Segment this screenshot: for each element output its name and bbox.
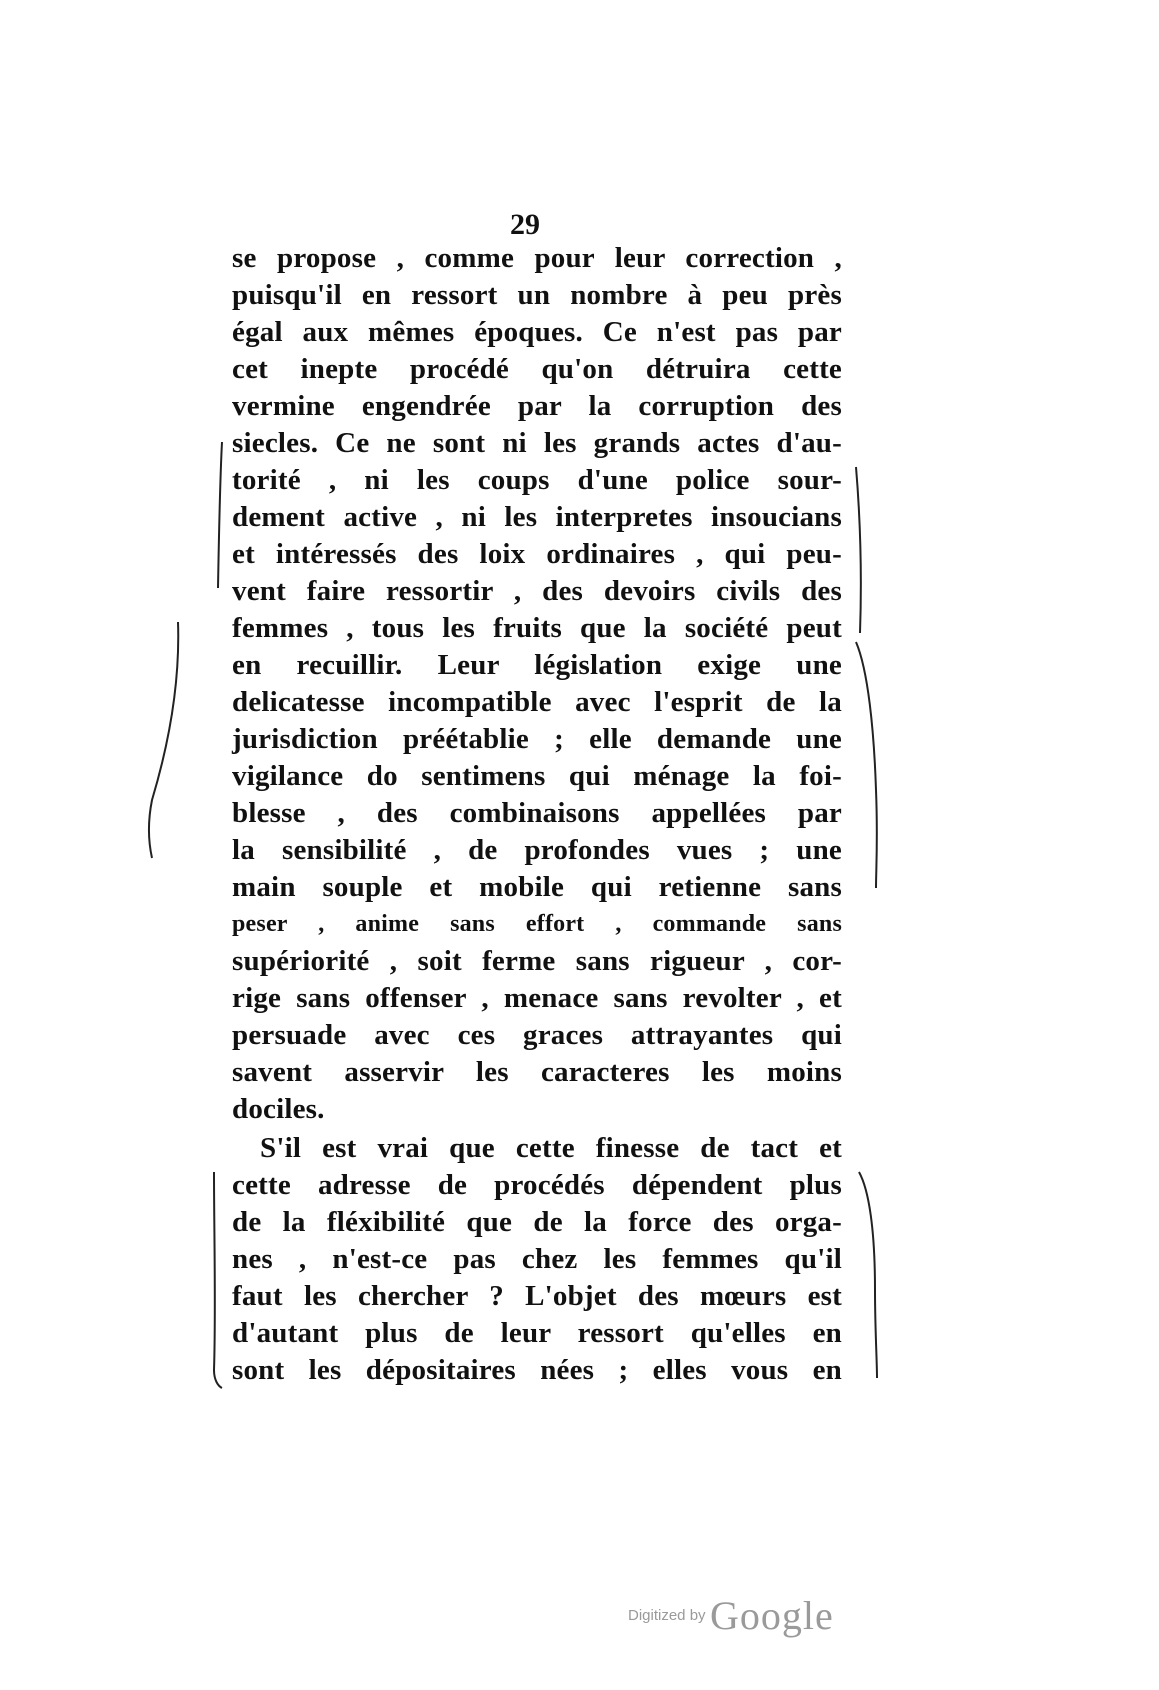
text-line: et intéressés des loix ordinaires , qui peu- [232, 538, 842, 570]
text-line: dociles. [232, 1093, 325, 1125]
text-line: femmes , tous les fruits que la société peut [232, 612, 842, 644]
text-line: torité , ni les coups d'une police sour- [232, 464, 842, 496]
text-line: persuade avec ces graces attrayantes qui [232, 1019, 842, 1051]
text-line: de la fléxibilité que de la force des orga- [232, 1206, 842, 1238]
text-line: blesse , des combinaisons appellées par [232, 797, 842, 829]
text-line: rige sans offenser , menace sans revolter , et [232, 982, 842, 1014]
text-line: se propose , comme pour leur correction , [232, 242, 842, 274]
margin-mark-left-middle [140, 620, 190, 860]
text-line: jurisdiction préétablie ; elle demande une [232, 723, 842, 755]
text-line: faut les chercher ? L'objet des mœurs est [232, 1280, 842, 1312]
text-line: puisqu'il en ressort un nombre à peu près [232, 279, 842, 311]
digitized-watermark [628, 1592, 834, 1639]
text-line: nes , n'est-ce pas chez les femmes qu'il [232, 1243, 842, 1275]
text-line: vigilance do sentimens qui ménage la foi- [232, 760, 842, 792]
margin-mark-left-upper [212, 440, 232, 590]
text-body [232, 240, 842, 1389]
text-line: delicatesse incompatible avec l'esprit de la [232, 686, 842, 718]
google-logo: Google [710, 1593, 834, 1638]
page-number: 29 [510, 208, 540, 241]
text-line: savent asservir les caracteres les moins [232, 1056, 842, 1088]
margin-mark-right-middle [850, 640, 890, 890]
text-line: la sensibilité , de profondes vues ; une [232, 834, 842, 866]
text-line: égal aux mêmes époques. Ce n'est pas par [232, 316, 842, 348]
text-line: main souple et mobile qui retienne sans [232, 871, 842, 903]
margin-mark-right-upper [850, 465, 870, 635]
text-line: supériorité , soit ferme sans rigueur , cor- [232, 945, 842, 977]
margin-mark-right-lower [855, 1170, 885, 1380]
text-line: vent faire ressortir , des devoirs civils des [232, 575, 842, 607]
text-line: sont les dépositaires nées ; elles vous en [232, 1354, 842, 1386]
text-line: vermine engendrée par la corruption des [232, 390, 842, 422]
text-line: dement active , ni les interpretes insoucians [232, 501, 842, 533]
margin-mark-left-lower [206, 1170, 226, 1390]
text-line: S'il est vrai que cette finesse de tact et [260, 1132, 842, 1164]
text-line: d'autant plus de leur ressort qu'elles en [232, 1317, 842, 1349]
text-line: en recuillir. Leur législation exige une [232, 649, 842, 681]
text-line: cet inepte procédé qu'on détruira cette [232, 353, 842, 385]
text-line: cette adresse de procédés dépendent plus [232, 1169, 842, 1201]
text-line: peser , anime sans effort , commande sans [232, 911, 842, 937]
text-line: siecles. Ce ne sont ni les grands actes d'au- [232, 427, 842, 459]
digitized-by-text: Digitized by [628, 1607, 706, 1624]
